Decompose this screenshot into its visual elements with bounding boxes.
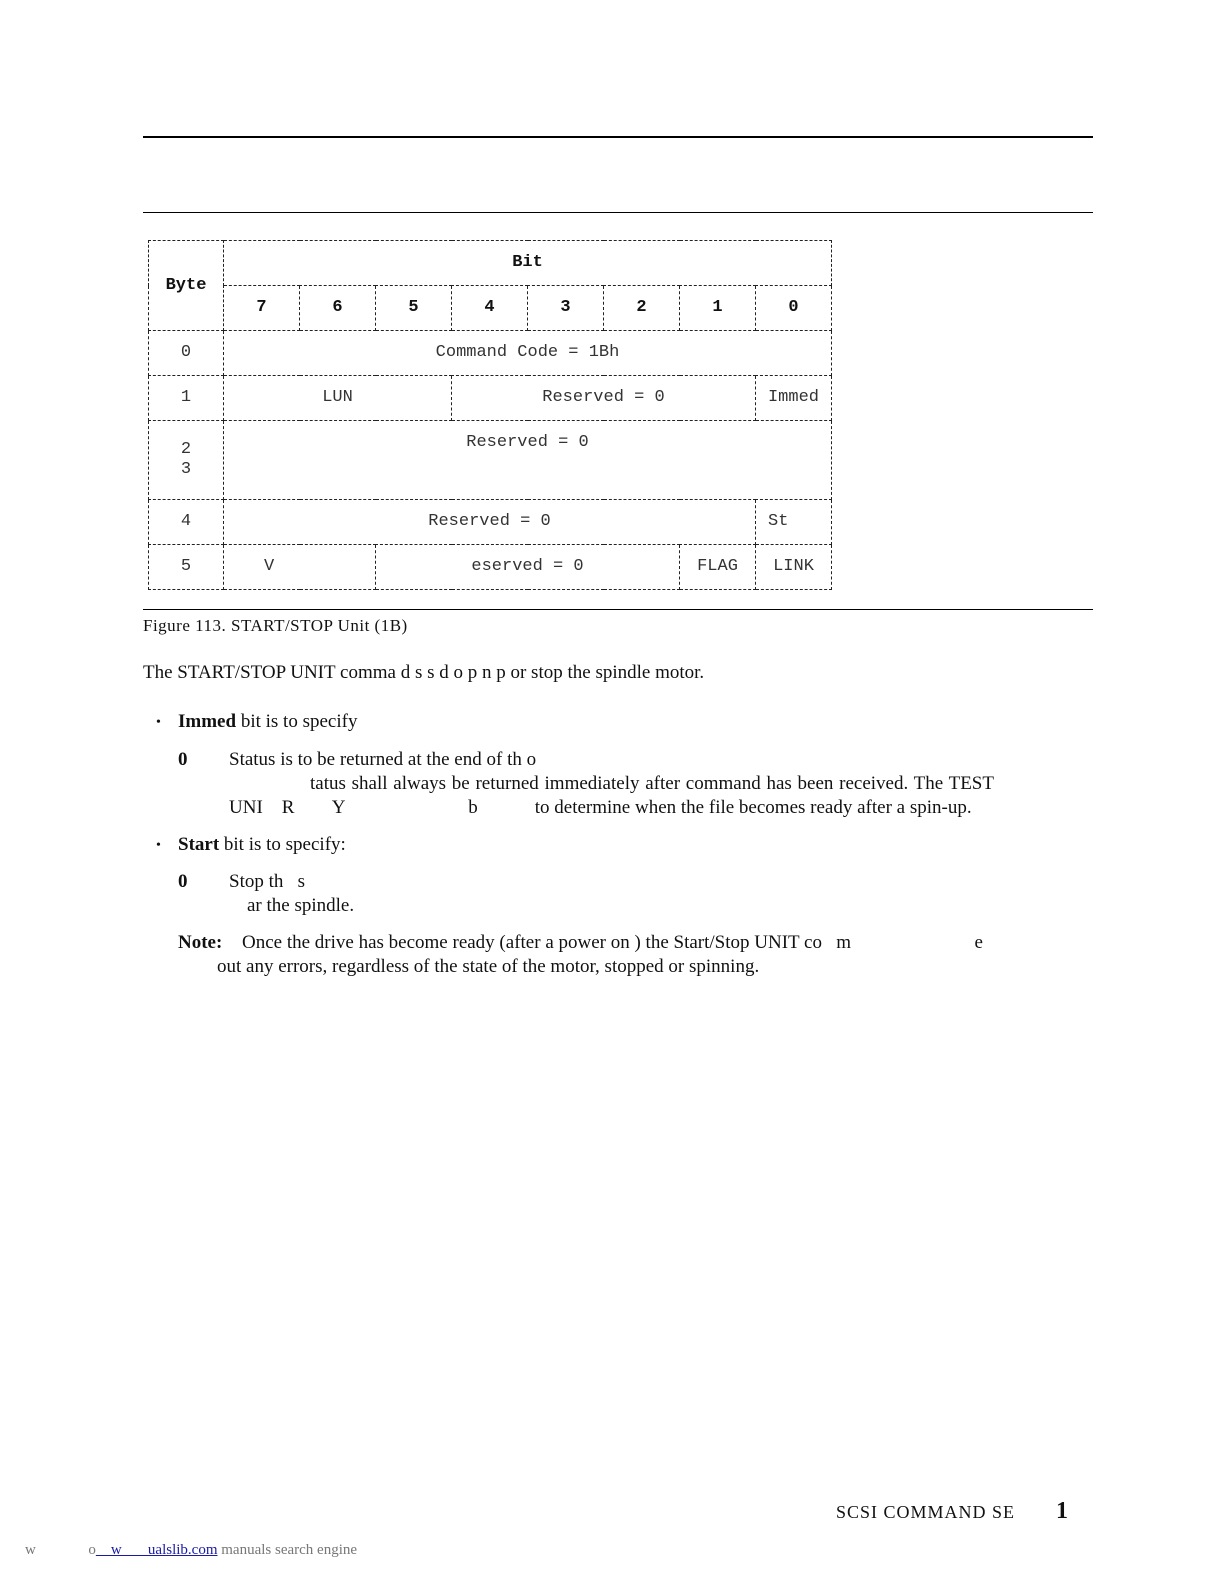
start-heading [178, 833, 346, 857]
start-value-0-text: Stop th s [229, 871, 306, 892]
byte-header: Byte [149, 241, 224, 331]
table-row [149, 421, 832, 500]
immed-value-1-text-cont: UNI R Y b to determine when the file becomes ready after a spin-up. [229, 797, 972, 818]
table-row [149, 545, 832, 590]
cdb-table [148, 240, 832, 590]
note-line-1: Once the drive has become ready (after a power on ) the Start/Stop UNIT co m e [242, 932, 983, 953]
byte-label-3: 3 [180, 460, 192, 479]
command-code-cell: Command Code = 1Bh [224, 331, 832, 376]
note-label [178, 931, 222, 955]
bit-3: 3 [528, 286, 604, 331]
start-value-0-label: 0 [178, 871, 188, 892]
note-line-2: out any errors, regardless of the state of the motor, stopped or spinning. [217, 956, 760, 977]
reserved-cell: Reserved = 0 [224, 500, 756, 545]
figure-rule [143, 609, 1093, 610]
reserved-cell: Reserved = 0 [452, 376, 756, 421]
immed-value-0-text: Status is to be returned at the end of th o [229, 749, 537, 770]
start-term: Start [178, 834, 220, 855]
reserved-cell: Reserved = 0 [224, 421, 832, 500]
bit-5: 5 [376, 286, 452, 331]
note-label-text: Note: [178, 932, 223, 953]
byte-label: 5 [149, 545, 224, 590]
immed-value-1-text: tatus shall always be returned immediately after command has been received. The TEST [310, 773, 994, 794]
bit-0: 0 [756, 286, 832, 331]
link-cell: LINK [756, 545, 832, 590]
bullet-icon: • [156, 838, 161, 853]
byte-label: 0 [149, 331, 224, 376]
start-value-0 [178, 870, 188, 894]
start-value-1-text: ar the spindle. [247, 895, 355, 916]
intro-paragraph: The START/STOP UNIT comma d s s d o p n p or stop the spindle motor. [143, 662, 705, 683]
immed-value-0 [178, 748, 188, 772]
bit-4: 4 [452, 286, 528, 331]
immed-heading [178, 710, 357, 734]
bit-1: 1 [680, 286, 756, 331]
footer-title: SCSI COMMAND SE [836, 1502, 1016, 1522]
vendor-cell: V [224, 545, 376, 590]
reserved-cell: eserved = 0 [376, 545, 680, 590]
lun-cell: LUN [224, 376, 452, 421]
immed-text: bit is to specify [236, 711, 358, 732]
watermark [25, 1542, 357, 1559]
immed-cell: Immed [756, 376, 832, 421]
start-text: bit is to specify: [219, 834, 346, 855]
table-row [149, 376, 832, 421]
table-row [149, 331, 832, 376]
bit-header: Bit [224, 241, 832, 286]
header-rule-top [143, 136, 1093, 138]
header-rule-bottom [143, 212, 1093, 213]
bit-2: 2 [604, 286, 680, 331]
page-number: 1 [1056, 1498, 1068, 1524]
start-cell: St [756, 500, 832, 545]
byte-label-2: 2 [180, 440, 192, 459]
bullet-icon: • [156, 715, 161, 730]
watermark-prefix: w o [25, 1542, 96, 1558]
bit-6: 6 [300, 286, 376, 331]
byte-label: 4 [149, 500, 224, 545]
byte-label [149, 421, 224, 500]
watermark-suffix: manuals search engine [217, 1542, 358, 1558]
table-row [149, 500, 832, 545]
bit-7: 7 [224, 286, 300, 331]
byte-label: 1 [149, 376, 224, 421]
figure-caption: Figure 113. START/STOP Unit (1B) [143, 616, 408, 635]
immed-value-0-label: 0 [178, 749, 188, 770]
watermark-link[interactable]: w ualslib.com [95, 1542, 218, 1558]
flag-cell: FLAG [680, 545, 756, 590]
immed-term: Immed [178, 711, 237, 732]
